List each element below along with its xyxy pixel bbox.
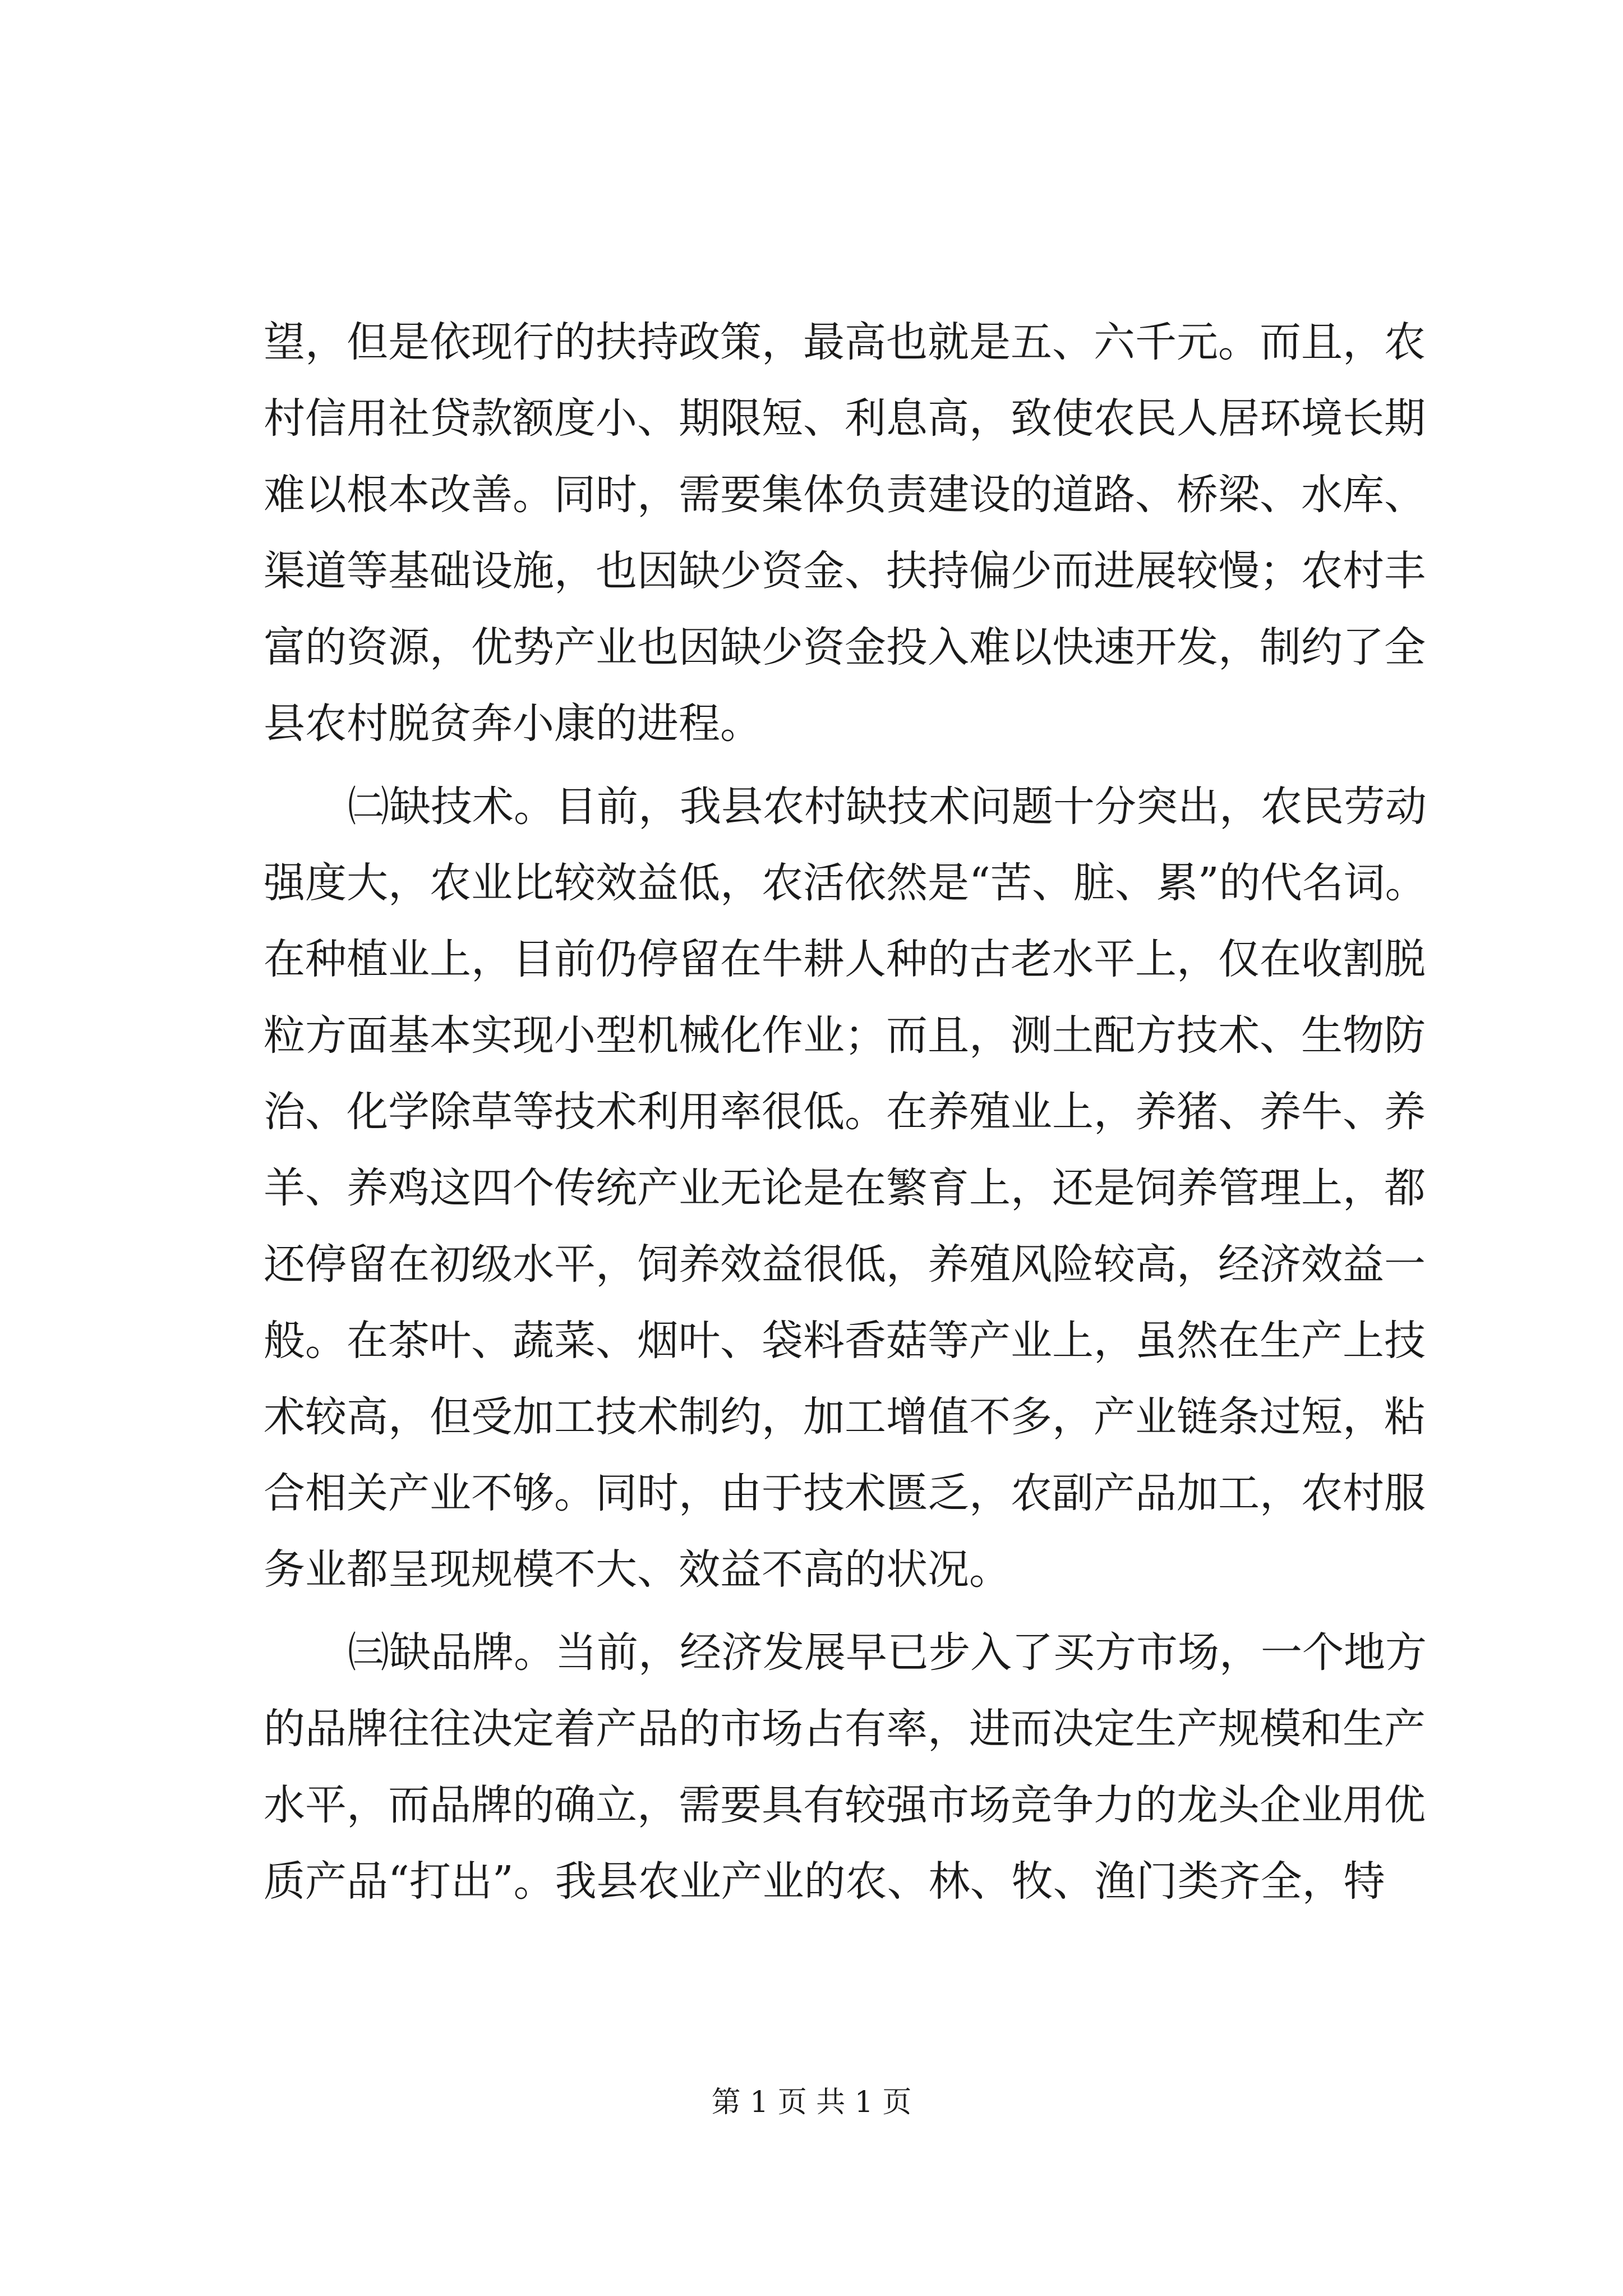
- text-line: ㈡缺技术。目前，我县农村缺技术问题十分突出，农民劳动: [348, 783, 1427, 831]
- text-line: 还停留在初级水平，饲养效益很低，养殖风险较高，经济效益一: [264, 1240, 1426, 1289]
- text-line: 般。在茶叶、蔬菜、烟叶、袋料香菇等产业上，虽然在生产上技: [264, 1317, 1426, 1365]
- text-line: 的品牌往往决定着产品的市场占有率，进而决定生产规模和生产: [264, 1705, 1426, 1753]
- text-line: 粒方面基本实现小型机械化作业；而且，测土配方技术、生物防: [264, 1011, 1426, 1060]
- text-line: 质产品“打出”。我县农业产业的农、林、牧、渔门类齐全，特: [264, 1857, 1385, 1906]
- paragraph-technology: [264, 769, 1427, 1608]
- paragraph-funding: [264, 304, 1427, 762]
- text-line: 羊、养鸡这四个传统产业无论是在繁育上，还是饲养管理上，都: [264, 1164, 1426, 1212]
- text-line: 在种植业上，目前仍停留在牛耕人种的古老水平上，仅在收割脱: [264, 935, 1426, 983]
- text-line: 术较高，但受加工技术制约，加工增值不多，产业链条过短，粘: [264, 1393, 1426, 1441]
- text-line: 合相关产业不够。同时，由于技术匮乏，农副产品加工，农村服: [264, 1469, 1426, 1517]
- text-line: 村信用社贷款额度小、期限短、利息高，致使农民人居环境长期: [264, 394, 1426, 443]
- text-line: 难以根本改善。同时，需要集体负责建设的道路、桥梁、水库、: [264, 471, 1426, 519]
- paragraph-brand: [264, 1614, 1427, 1920]
- text-line: 强度大，农业比较效益低，农活依然是“苦、脏、累”的代名词。: [264, 859, 1427, 907]
- text-line: 县农村脱贫奔小康的进程。: [264, 700, 762, 748]
- document-body: [264, 304, 1427, 1920]
- text-line: 望，但是依现行的扶持政策，最高也就是五、六千元。而且，农: [264, 318, 1426, 366]
- text-line: 务业都呈现规模不大、效益不高的状况。: [264, 1545, 1011, 1594]
- page-footer: 第 1 页 共 1 页: [711, 2086, 912, 2119]
- text-line: 水平，而品牌的确立，需要具有较强市场竞争力的龙头企业用优: [264, 1781, 1426, 1829]
- text-line: 渠道等基础设施，也因缺少资金、扶持偏少而进展较慢；农村丰: [264, 547, 1426, 595]
- text-line: 治、化学除草等技术利用率很低。在养殖业上，养猪、养牛、养: [264, 1088, 1426, 1136]
- text-line: 富的资源，优势产业也因缺少资金投入难以快速开发，制约了全: [264, 623, 1426, 671]
- text-line: ㈢缺品牌。当前，经济发展早已步入了买方市场，一个地方: [348, 1628, 1427, 1677]
